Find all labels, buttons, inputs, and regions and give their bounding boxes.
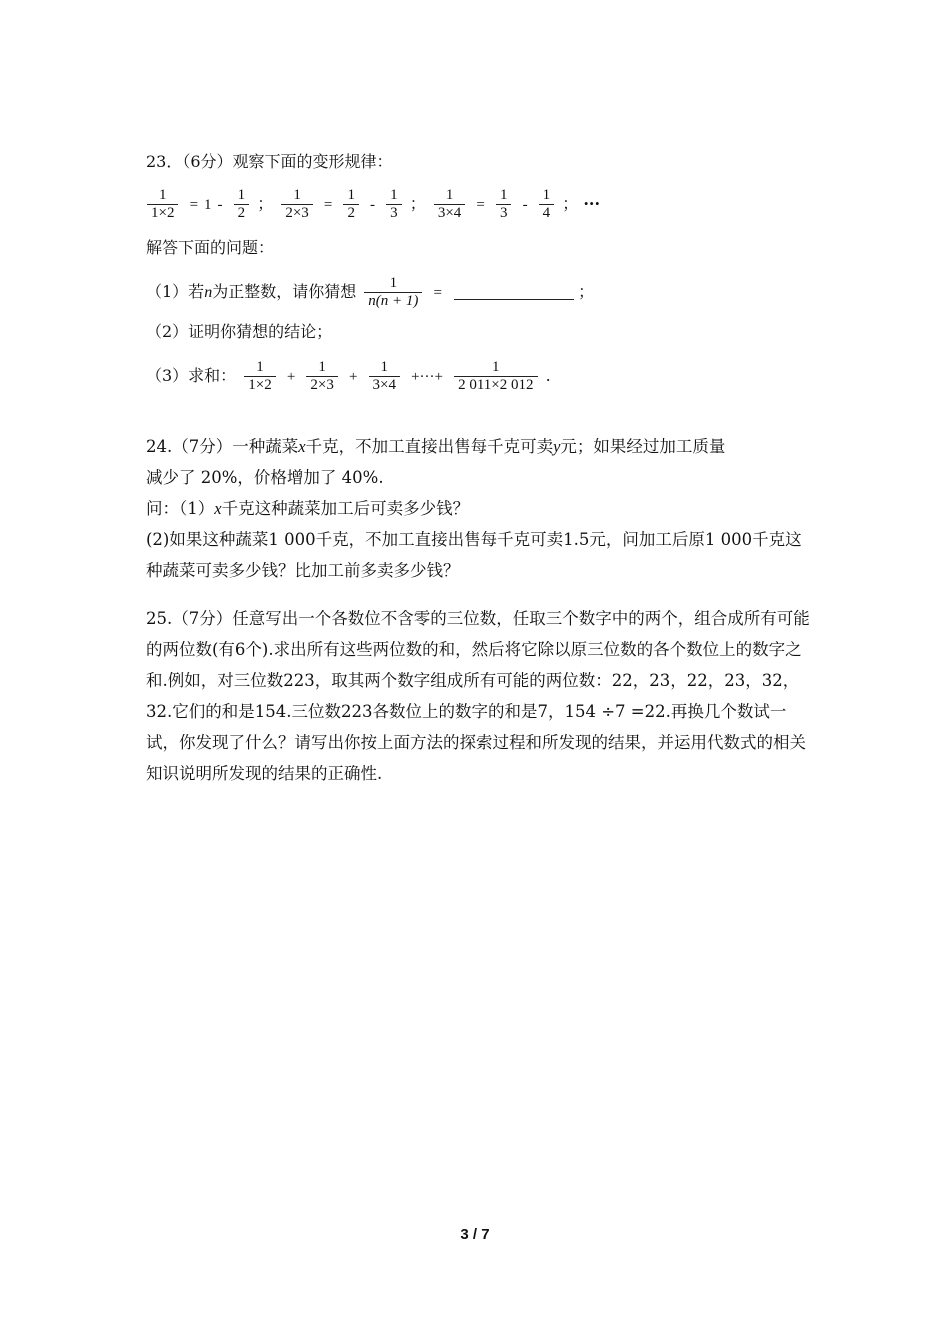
sum-term-fraction: $\frac{1}{2\times 3}$ bbox=[306, 359, 337, 394]
ellipsis: ··· bbox=[583, 194, 601, 213]
q24-line4: (2)如果这种蔬菜1 000千克，不加工直接出售每千克可卖1.5元，问加工后原1 000千克这种蔬菜可卖多少钱？比加工前多卖多少钱？ bbox=[146, 530, 802, 580]
q23-title: 23．（6分）观察下面的变形规律： bbox=[146, 152, 393, 171]
guess-fraction: $\frac{1}{n(n + 1)}$ bbox=[364, 275, 422, 310]
example1-lhs-fraction: $\frac{1}{1\times 2}$ bbox=[147, 187, 178, 222]
q23-part1: （1）若n为正整数，请你猜想 $\frac{1}{n(n + 1)}$ = ； bbox=[146, 275, 595, 309]
sum-last-fraction: $\frac{1}{2 011\times 2 012}$ bbox=[454, 359, 537, 394]
sum-term-fraction: $\frac{1}{1\times 2}$ bbox=[244, 359, 275, 394]
example3-a-fraction: $\frac{1}{3}$ bbox=[496, 187, 512, 222]
sum-term-fraction: $\frac{1}{3\times 4}$ bbox=[369, 359, 400, 394]
q24-line3: 问：（1）x千克这种蔬菜加工后可卖多少钱？ bbox=[146, 499, 470, 518]
q23-part3: （3）求和： $\frac{1}{1\times 2}$ + $\frac{1}{2\times 3}$ + $\frac{1}{3\times 4}$ +···+ $\frac{1}{2 011\times 2 012}$ . bbox=[146, 359, 551, 393]
page-number: 3 / 7 bbox=[460, 1226, 490, 1243]
q24-block bbox=[146, 431, 814, 586]
q24-line1: 24.（7分）一种蔬菜x千克，不加工直接出售每千克可卖y元；如果经过加工质量 bbox=[146, 437, 726, 456]
q23-part2: （2）证明你猜想的结论； bbox=[146, 322, 333, 341]
example2-a-fraction: $\frac{1}{2}$ bbox=[343, 187, 359, 222]
example1-rhs-fraction: $\frac{1}{2}$ bbox=[234, 187, 250, 222]
q23-examples: $\frac{1}{1\times 2}$ = 1 - $\frac{1}{2}$ ； $\frac{1}{2\times 3}$ = $\frac{1}{2}$ - $\frac{1}{3}$ ； $\frac{1}{3\times 4}$ = $\frac{1}{3}$ - $\frac{1}{4}$ ； ··· bbox=[144, 184, 600, 225]
example3-b-fraction: $\frac{1}{4}$ bbox=[539, 187, 555, 222]
example2-b-fraction: $\frac{1}{3}$ bbox=[386, 187, 402, 222]
q24-line2: 减少了 20%，价格增加了 40%. bbox=[146, 468, 384, 487]
example2-lhs-fraction: $\frac{1}{2\times 3}$ bbox=[281, 187, 312, 222]
answer-blank bbox=[454, 285, 574, 300]
q25-text: 25.（7分）任意写出一个各数位不含零的三位数，任取三个数字中的两个，组合成所有可能的两位数(有6个).求出所有这些两位数的和，然后将它除以原三位数的各个数位上的数字之和.例如，对三位数223，取其两个数字组成所有可能的两位数：22，23，22，23，32，32.它们的和是154.三位数223各数位上的数字的和是7，154 ÷7 =22.再换几个数试一试，你发现了什么？请写出你按上面方法的探索过程和所发现的结果，并运用代数式的相关知识说明所发现的结果的正确性. bbox=[146, 609, 810, 783]
example3-lhs-fraction: $\frac{1}{3\times 4}$ bbox=[434, 187, 465, 222]
q23-intro: 解答下面的问题： bbox=[146, 238, 275, 257]
